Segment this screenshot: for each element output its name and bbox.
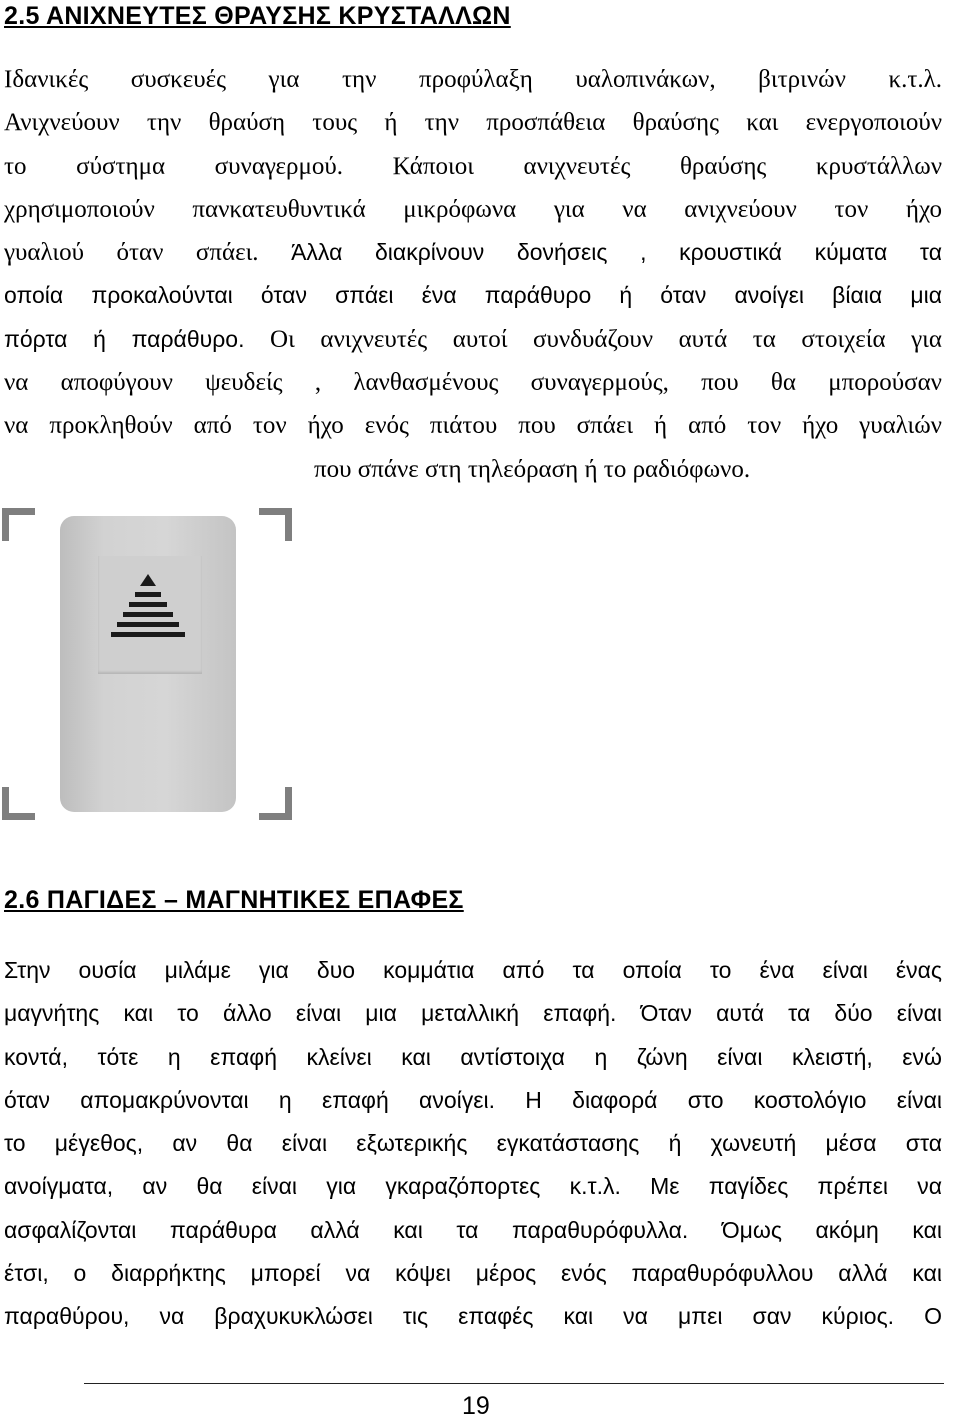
- paragraph-line: Ανιχνεύουν την θραύση τους ή την προσπάθεια θραύσης και ενεργοποιούν: [4, 109, 942, 137]
- footer-divider: [84, 1383, 944, 1384]
- paragraph-segment: Οι ανιχνευτές αυτοί συνδυάζουν αυτά τα στοιχεία για: [270, 325, 943, 353]
- paragraph-line: κοντά, τότε η επαφή κλείνει και αντίστοιχα η ζώνη είναι κλειστή, ενώ: [4, 1043, 942, 1070]
- paragraph-line: οποία προκαλούνται όταν σπάει ένα παράθυρο ή όταν ανοίγει βίαια μια: [4, 282, 942, 309]
- paragraph-line: [4, 231, 942, 274]
- section-heading-magnetic-contacts: 2.6 ΠΑΓΙΔΕΣ – ΜΑΓΝΗΤΙΚΕΣ ΕΠΑΦΕΣ: [4, 886, 464, 914]
- frame-corner: [2, 508, 35, 541]
- paragraph-line: όταν απομακρύνονται η επαφή ανοίγει. Η διαφορά στο κοστολόγιο είναι: [4, 1086, 942, 1113]
- paragraph-line: που σπάνε στη τηλεόραση ή το ραδιόφωνο.: [314, 455, 751, 483]
- paragraph-line: Στην ουσία μιλάμε για δυο κομμάτια από τα οποία το ένα είναι ένας: [4, 957, 942, 983]
- paragraph-magnetic-contacts: [4, 949, 942, 1339]
- paragraph-line: χρησιμοποιούν πανκατευθυντικά μικρόφωνα για να ανιχνεύουν τον ήχο: [4, 195, 942, 223]
- paragraph-line: μαγνήτης και το άλλο είναι μια μεταλλική επαφή. Όταν αυτά τα δύο είναι: [4, 1000, 942, 1027]
- paragraph-line: να αποφύγουν ψευδείς , λανθασμένους συναγερμούς, που θα μπορούσαν: [4, 369, 942, 397]
- paragraph-glass-break-detectors: [4, 58, 942, 491]
- frame-corner: [259, 787, 292, 820]
- paragraph-segment: πόρτα ή παράθυρο.: [4, 325, 245, 352]
- frame-corner: [2, 787, 35, 820]
- paragraph-line: Ιδανικές συσκευές για την προφύλαξη υαλοπινάκων, βιτρινών κ.τ.λ.: [4, 66, 942, 93]
- paragraph-line: να προκληθούν από τον ήχο ενός πιάτου που σπάει ή από τον ήχο γυαλιών: [4, 412, 942, 440]
- paragraph-segment: γυαλιού όταν σπάει.: [4, 239, 259, 267]
- signal-triangle-icon: [60, 516, 236, 812]
- paragraph-line: ασφαλίζονται παράθυρα αλλά και τα παραθυρόφυλλα. Όμως ακόμη και: [4, 1216, 942, 1243]
- paragraph-line: έτσι, ο διαρρήκτης μπορεί να κόψει μέρος ενός παραθυρόφυλλου αλλά και: [4, 1260, 942, 1287]
- section-heading-glass-break-detectors: 2.5 ΑΝΙΧΝΕΥΤΕΣ ΘΡΑΥΣΗΣ ΚΡΥΣΤΑΛΛΩΝ: [4, 2, 511, 30]
- paragraph-segment: Άλλα διακρίνουν δονήσεις , κρουστικά κύματα τα: [291, 239, 942, 266]
- glass-break-detector-figure: [2, 508, 292, 820]
- glass-break-detector-device: [60, 516, 236, 812]
- paragraph-line: το μέγεθος, αν θα είναι εξωτερικής εγκατάστασης ή χωνευτή μέσα στα: [4, 1130, 942, 1157]
- paragraph-line: [4, 318, 942, 361]
- page-number: 19: [462, 1392, 490, 1420]
- paragraph-line: το σύστημα συναγερμού. Κάποιοι ανιχνευτές θραύσης κρυστάλλων: [4, 152, 942, 180]
- paragraph-line: ανοίγματα, αν θα είναι για γκαραζόπορτες κ.τ.λ. Με παγίδες πρέπει να: [4, 1173, 942, 1200]
- frame-corner: [259, 508, 292, 541]
- paragraph-line: παραθύρου, να βραχυκυκλώσει τις επαφές και να μπει σαν κύριος. Ο: [4, 1303, 942, 1330]
